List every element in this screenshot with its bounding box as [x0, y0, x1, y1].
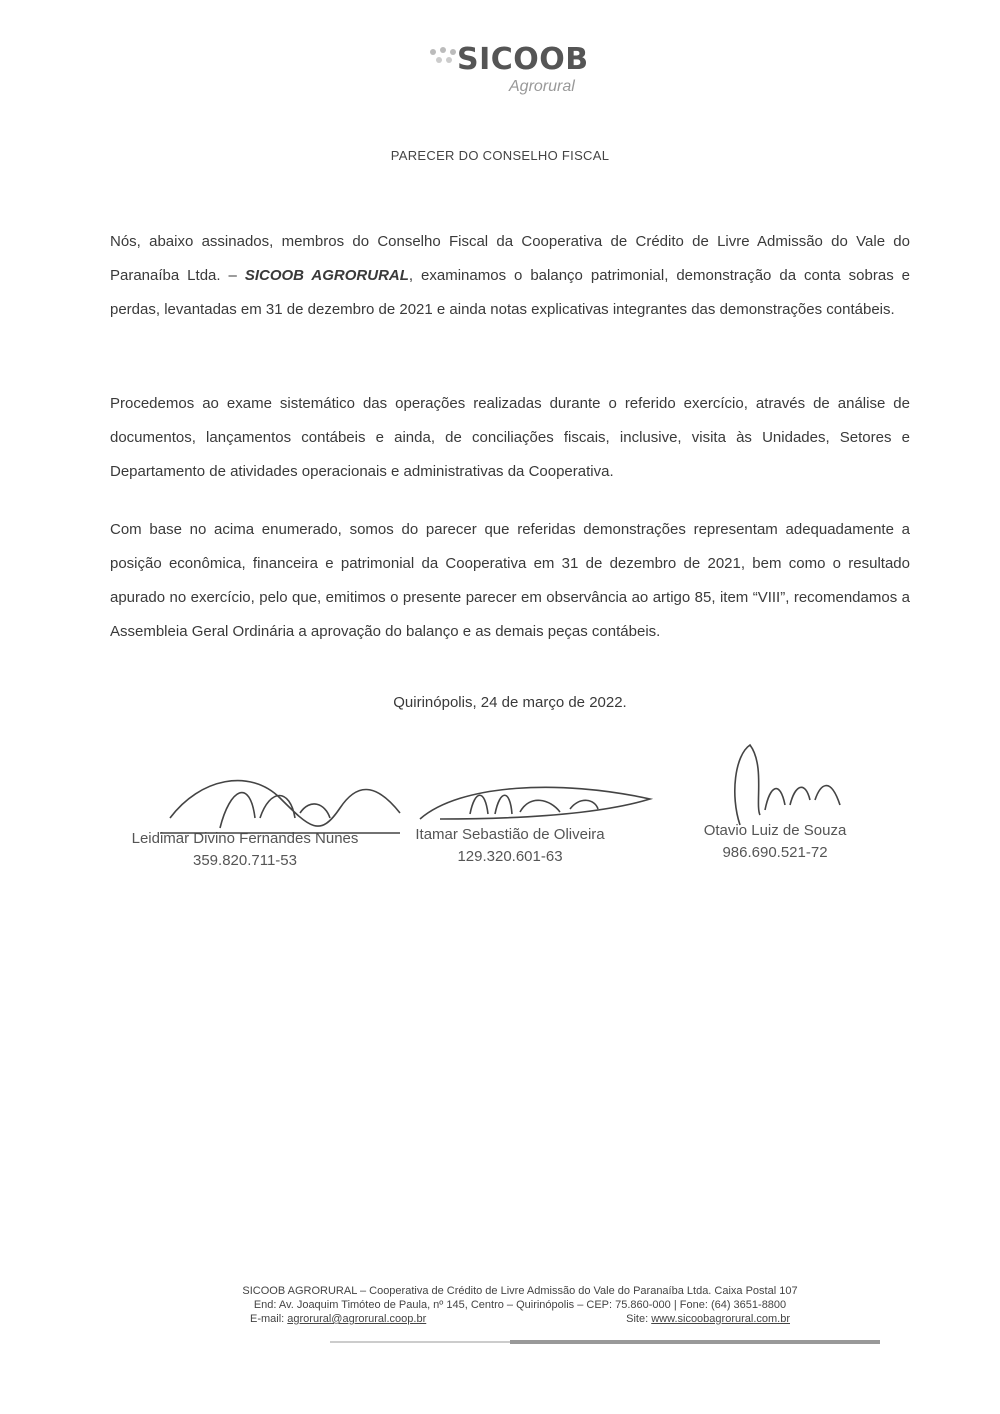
footer-site-link[interactable]: www.sicoobagrorural.com.br: [651, 1313, 790, 1325]
date-line: Quirinópolis, 24 de março de 2022.: [393, 694, 627, 711]
paragraph-3: Com base no acima enumerado, somos do parecer que referidas demonstrações representam adequadamente a posição econômica, financeira e patrimonial da Cooperativa em 31 de dezembro de 2021, bem como o resultado apurado no exercício, pelo que, emitimos o presente parecer em observância ao artigo 85, item “VIII”, recomendamos a Assembleia Geral Ordinária a aprovação do balanço e as demais peças contábeis.: [110, 521, 910, 640]
signature-block-1: [120, 828, 370, 872]
footer-scan-bar: [330, 1338, 880, 1346]
company-name: SICOOB AGRORURAL: [244, 267, 409, 284]
site-label: Site:: [626, 1313, 652, 1325]
signature-scribble-1: [160, 758, 420, 848]
footer-line-2: End: Av. Joaquim Timóteo de Paula, nº 145, Centro – Quirinópolis – CEP: 75.860-000 | Fone: (64) 3651-8800: [253, 1299, 787, 1311]
footer-line-3: [170, 1312, 870, 1326]
signer-name: Leidimar Divino Fernandes Nunes: [131, 830, 359, 847]
footer: [170, 1284, 870, 1326]
email-label: E-mail:: [250, 1313, 288, 1325]
signer-name: Otavio Luiz de Souza: [703, 822, 847, 839]
signature-scribble-3: [710, 735, 850, 835]
document-title: PARECER DO CONSELHO FISCAL: [390, 148, 610, 163]
signature-block-3: [690, 820, 860, 864]
sicoob-logo: [415, 38, 615, 108]
paragraph-1: [110, 225, 910, 327]
logo-brand: SICOOB: [457, 42, 589, 77]
logo-subtitle: Agrorural: [509, 78, 575, 95]
signer-cpf: 129.320.601-63: [457, 848, 563, 865]
footer-email-link[interactable]: agrorural@agrorural.coop.br: [287, 1313, 427, 1325]
paragraph-2: Procedemos ao exame sistemático das operações realizadas durante o referido exercício, através de análise de documentos, lançamentos contábeis e ainda, de conciliações fiscais, inclusive, visita às Unidades, Setores e Departamento de atividades operacionais e administrativas da Cooperativa.: [110, 395, 910, 480]
signer-cpf: 359.820.711-53: [193, 852, 297, 869]
footer-line-1: SICOOB AGRORURAL – Cooperativa de Crédito de Livre Admissão do Vale do Paranaíba Ltda. Caixa Postal 107: [242, 1285, 798, 1297]
signature-block-2: [400, 824, 620, 868]
signature-scribble-2: [400, 774, 660, 834]
signer-name: Itamar Sebastião de Oliveira: [415, 826, 605, 843]
paragraph-1-end: , examinamos o balanço patrimonial, demonstração da conta sobras e perdas, levantadas em 31 de dezembro de 2021 e ainda notas explicativas integrantes das demonstrações contábeis.: [110, 267, 910, 318]
paragraph-1-start: Nós, abaixo assinados, membros do Conselho Fiscal da Cooperativa de Crédito de Livre Admissão do Vale do Paranaíba Ltda. –: [110, 233, 910, 284]
signer-cpf: 986.690.521-72: [722, 844, 828, 861]
